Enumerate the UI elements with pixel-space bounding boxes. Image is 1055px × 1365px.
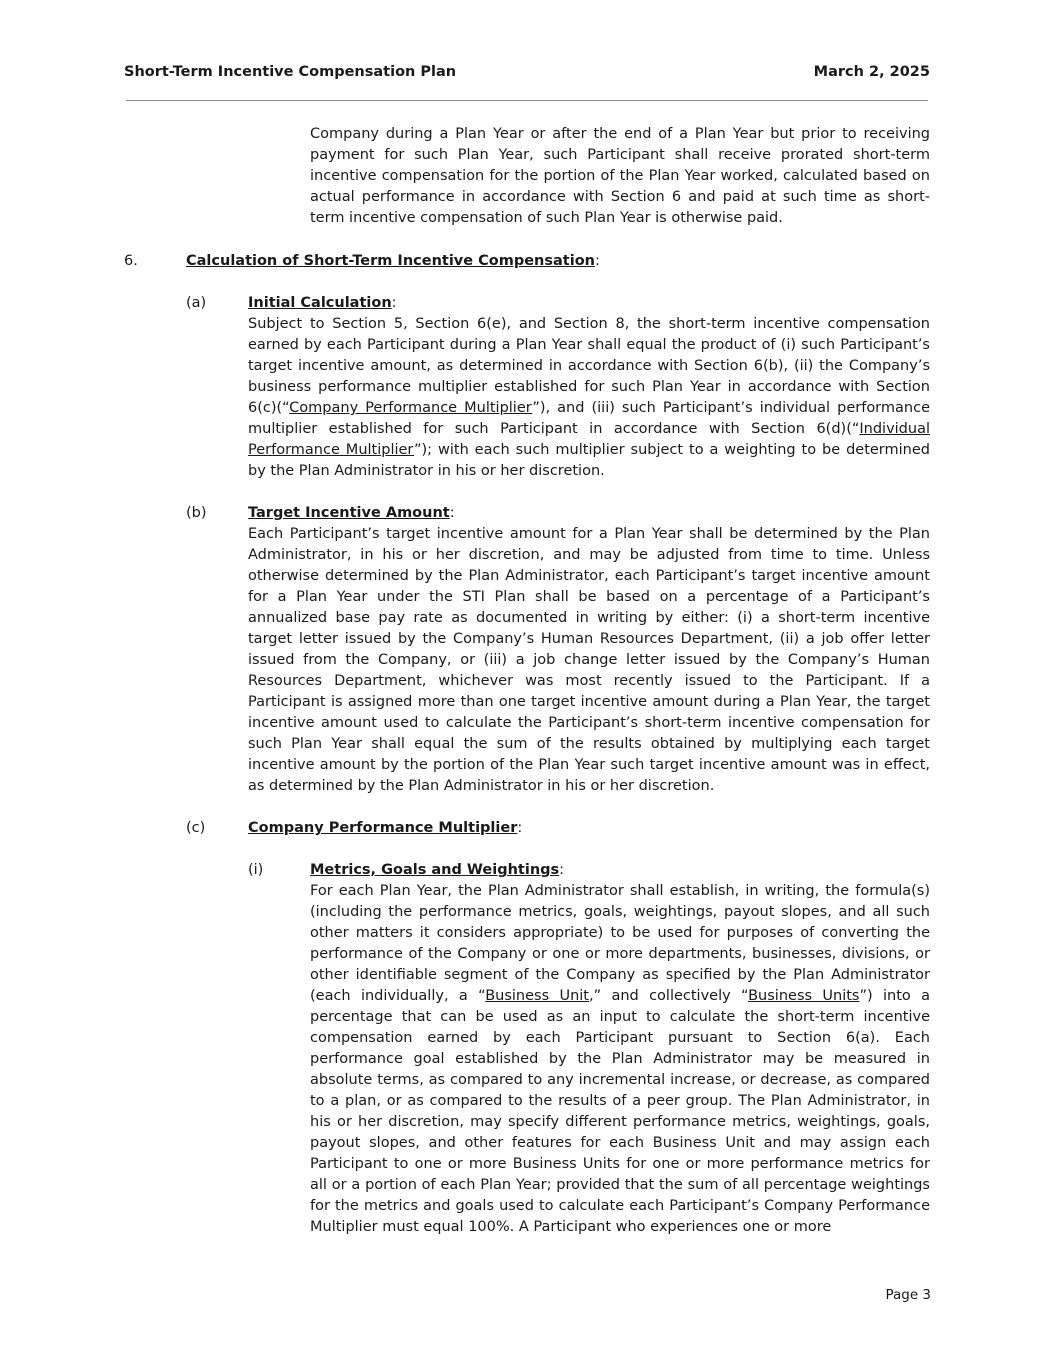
subsection-b: Target Incentive Amount: Each Participant’s target incentive amount for a Plan Year shall be determined by the Plan Administrator, in his or her discretion, and may be adjusted from time to time. Unless otherwise determined by the Plan Administrator, each Participant’s target incentive amount for a Plan Year under the STI Plan shall be based on a percentage of a Participant’s annualized base pay rate as documented in writing by either: (i) a short-term incentive target letter issued by the Company’s Human Resources Department, (ii) a job offer letter issued from the Company, or (iii) a job change letter issued by the Company’s Human Resources Department, whichever was most recently issued to the Participant. If a Participant is assigned more than one target incentive amount during a Plan Year, the target incentive amount used to calculate the Participant’s short-term incentive compensation for such Plan Year shall equal the sum of the results obtained by multiplying each target incentive amount by the portion of the Plan Year such target incentive amount was in effect, as determined by the Plan Administrator in his or her discretion. — [248, 503, 930, 797]
defined-term: Business Units — [748, 988, 860, 1004]
item-i-body: For each Plan Year, the Plan Administrator shall establish, in writing, the formula(s) (including the performance metrics, goals, weightings, payout slopes, and all such other matters it considers appropriate) to be used for purposes of converting the performance of the Company or one or more departments, businesses, divisions, or other identifiable segment of the Company as specified by the Plan Administrator (each individually, a “Business Unit,” and collectively “Business Units”) into a percentage that can be used as an input to calculate the short-term incentive compensation earned by each Participant pursuant to Section 6(a). Each performance goal established by the Plan Administrator may be measured in absolute terms, as compared to any incremental increase, or decrease, as compared to a plan, or as compared to the results of a peer group. The Plan Administrator, in his or her discretion, may specify different performance metrics, weightings, goals, payout slopes, and other features for each Business Unit and may assign each Participant to one or more Business Units for one or more performance metrics for all or a portion of each Plan Year; provided that the sum of all percentage weightings for the metrics and goals used to calculate each Participant’s Company Performance Multiplier must equal 100%. A Participant who experiences one or more — [310, 883, 930, 1235]
section-heading: Calculation of Short-Term Incentive Compensation: — [186, 253, 600, 269]
subsection-b-label: (b) — [186, 505, 207, 521]
defined-term: Business Unit — [485, 988, 589, 1004]
document-date: March 2, 2025 — [813, 64, 930, 80]
subsection-b-body: Each Participant’s target incentive amount for a Plan Year shall be determined by the Plan Administrator, in his or her discretion, and may be adjusted from time to time. Unless otherwise determined by the Plan Administrator, each Participant’s target incentive amount for a Plan Year under the STI Plan shall be based on a percentage of a Participant’s annualized base pay rate as documented in writing by either: (i) a short-term incentive target letter issued by the Company’s Human Resources Department, (ii) a job offer letter issued from the Company, or (iii) a job change letter issued by the Company’s Human Resources Department, whichever was most recently issued to the Participant. If a Participant is assigned more than one target incentive amount during a Plan Year, the target incentive amount used to calculate the Participant’s short-term incentive compensation for such Plan Year shall equal the sum of the results obtained by multiplying each target incentive amount by the portion of the Plan Year such target incentive amount was in effect, as determined by the Plan Administrator in his or her discretion. — [248, 526, 930, 794]
item-i-label: (i) — [248, 862, 264, 878]
section-number: 6. — [124, 253, 138, 269]
subsection-a-body: Subject to Section 5, Section 6(e), and Section 8, the short-term incentive compensation earned by each Participant during a Plan Year shall equal the product of (i) such Participant’s target incentive amount, as determined in accordance with Section 6(b), (ii) the Company’s business performance multiplier established for such Plan Year in accordance with Section 6(c)(“Company Performance Multiplier”), and (iii) such Participant’s individual performance multiplier established for such Participant in accordance with Section 6(d)(“Individual Performance Multiplier”); with each such multiplier subject to a weighting to be determined by the Plan Administrator in his or her discretion. — [248, 316, 930, 479]
defined-term: Individual Performance Multiplier — [248, 421, 930, 458]
subsection-a-label: (a) — [186, 295, 207, 311]
document-title: Short-Term Incentive Compensation Plan — [124, 64, 457, 80]
subsection-a: Initial Calculation: Subject to Section 5, Section 6(e), and Section 8, the short-term incentive compensation earned by each Participant during a Plan Year shall equal the product of (i) such Participant’s target incentive amount, as determined in accordance with Section 6(b), (ii) the Company’s business performance multiplier established for such Plan Year in accordance with Section 6(c)(“Company Performance Multiplier”), and (iii) such Participant’s individual performance multiplier established for such Participant in accordance with Section 6(d)(“Individual Performance Multiplier”); with each such multiplier subject to a weighting to be determined by the Plan Administrator in his or her discretion. — [248, 293, 930, 482]
item-i: Metrics, Goals and Weightings: For each Plan Year, the Plan Administrator shall establish, in writing, the formula(s) (including the performance metrics, goals, weightings, payout slopes, and all such other matters it considers appropriate) to be used for purposes of converting the performance of the Company or one or more departments, businesses, divisions, or other identifiable segment of the Company as specified by the Plan Administrator (each individually, a “Business Unit,” and collectively “Business Units”) into a percentage that can be used as an input to calculate the short-term incentive compensation earned by each Participant pursuant to Section 6(a). Each performance goal established by the Plan Administrator may be measured in absolute terms, as compared to any incremental increase, or decrease, as compared to a plan, or as compared to the results of a peer group. The Plan Administrator, in his or her discretion, may specify different performance metrics, weightings, goals, payout slopes, and other features for each Business Unit and may assign each Participant to one or more Business Units for one or more performance metrics for all or a portion of each Plan Year; provided that the sum of all percentage weightings for the metrics and goals used to calculate each Participant’s Company Performance Multiplier must equal 100%. A Participant who experiences one or more — [310, 860, 930, 1238]
subsection-c: Company Performance Multiplier: — [248, 820, 523, 836]
continuation-paragraph: Company during a Plan Year or after the end of a Plan Year but prior to receiving payment for such Plan Year, such Participant shall receive prorated short-term incentive compensation for the portion of the Plan Year worked, calculated based on actual performance in accordance with Section 6 and paid at such time as short-term incentive compensation of such Plan Year is otherwise paid. — [310, 126, 930, 226]
defined-term: Company Performance Multiplier — [289, 400, 533, 416]
page-number: Page 3 — [885, 1287, 931, 1303]
subsection-a-title: Initial Calculation — [248, 295, 392, 311]
section-title: Calculation of Short-Term Incentive Compensation — [186, 253, 595, 269]
page-header — [124, 62, 930, 86]
header-divider — [126, 100, 928, 101]
subsection-c-title: Company Performance Multiplier — [248, 820, 518, 836]
subsection-c-label: (c) — [186, 820, 206, 836]
subsection-b-title: Target Incentive Amount — [248, 505, 450, 521]
item-i-title: Metrics, Goals and Weightings — [310, 862, 560, 878]
